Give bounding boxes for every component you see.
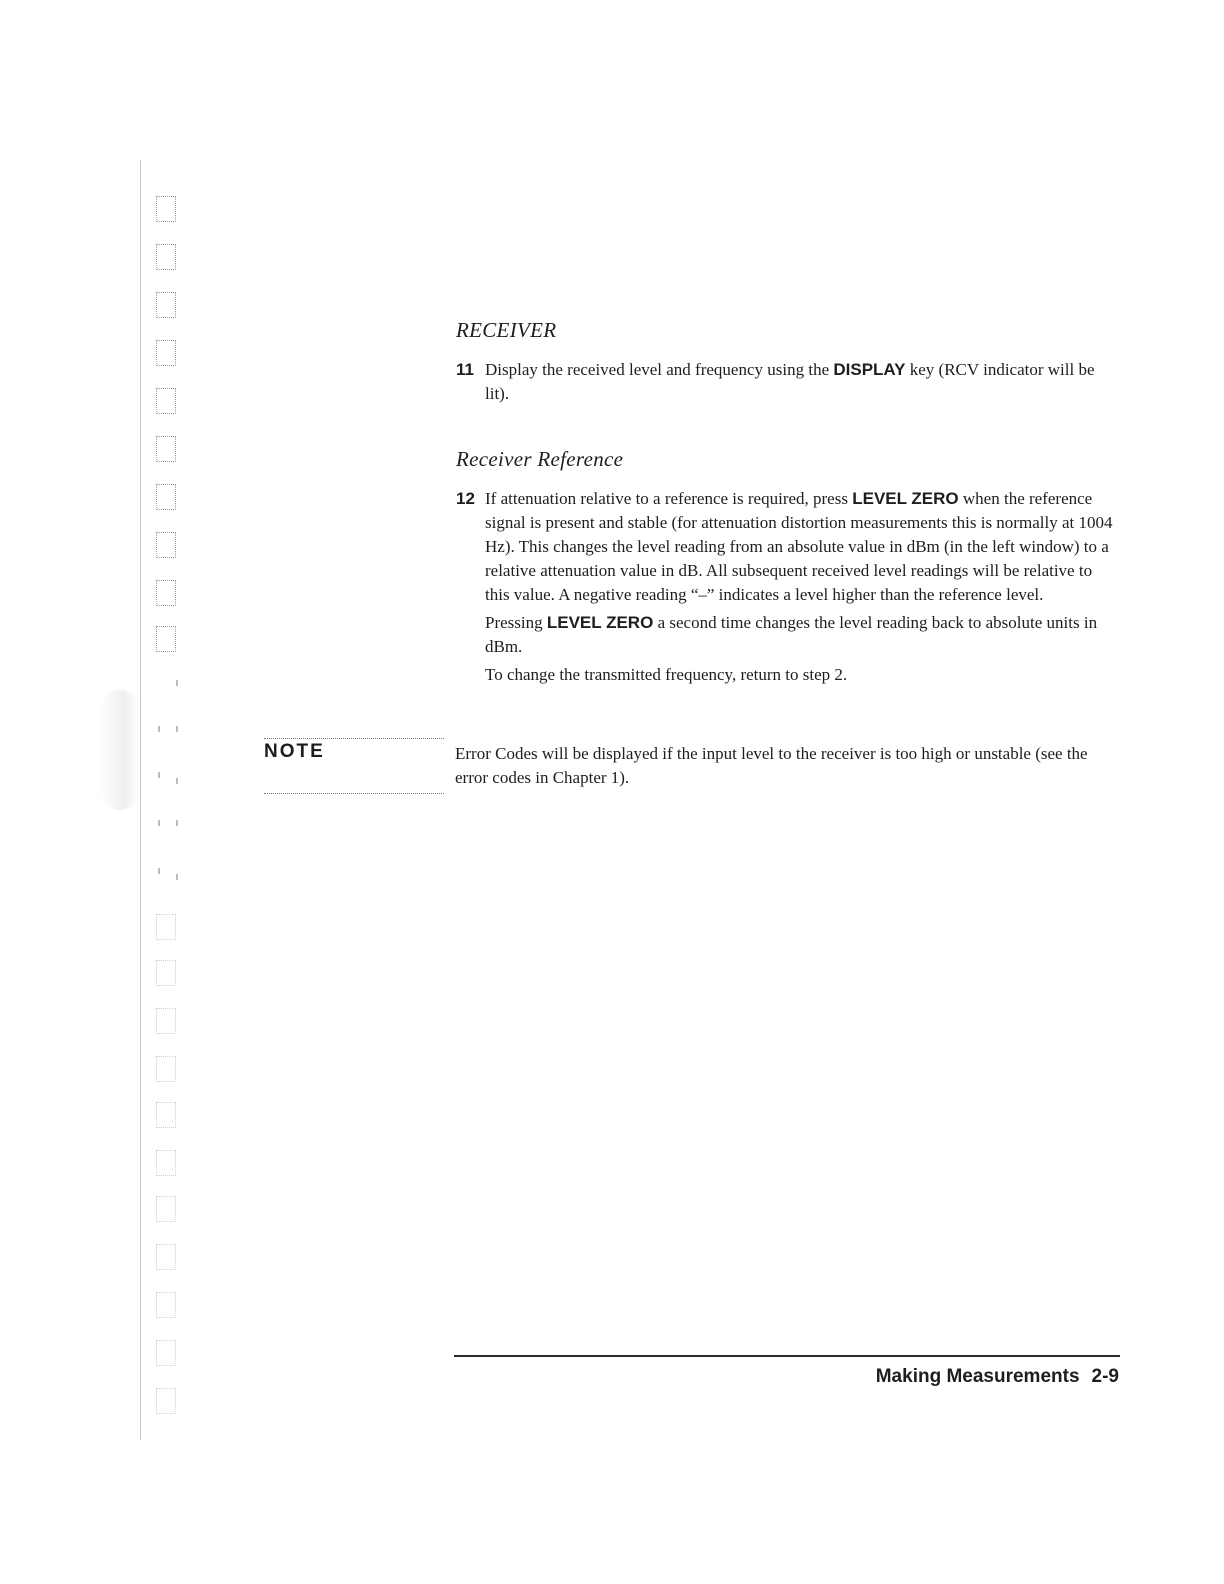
punch-hole [156,196,176,222]
step-text: Display the received level and frequency using the [485,360,834,379]
step-body [485,358,1116,406]
step-number: 11 [456,360,474,379]
punch-hole [156,532,176,558]
punch-hole [156,960,176,986]
punch-hole [156,914,176,940]
punch-hole [156,1008,176,1034]
punch-hole [156,1244,176,1270]
step-text: Pressing [485,613,547,632]
scan-speck [158,820,160,826]
punch-hole [156,244,176,270]
punch-hole [156,580,176,606]
level-zero-key-label: LEVEL ZERO [852,489,959,508]
footer-chapter-title: Making Measurements [875,1366,1080,1387]
punch-hole [156,436,176,462]
scan-speck [176,726,178,732]
scan-speck [176,778,178,784]
section-heading-receiver: RECEIVER [456,318,557,342]
note-text: Error Codes will be displayed if the input level to the receiver is too high or unstable (see the error codes in Chapter 1). [455,744,1088,787]
punch-hole [156,1196,176,1222]
punch-hole [156,484,176,510]
punch-hole [156,340,176,366]
punch-hole [156,1340,176,1366]
step-paragraph [485,611,1116,659]
step-text: when the reference signal is present and stable (for attenuation distortion measurements this is normally at 1004 Hz). This changes the level reading from an absolute value in dBm (in the left window) to a relative attenuation value in dB. All subsequent received level readings will be relative to this value. A negative reading “–” indicates a level higher than the reference level. [485,489,1113,604]
step-text: key (RCV indicator will be lit). [485,360,1095,403]
punch-hole [156,1150,176,1176]
scan-speck [176,874,178,880]
note-bottom-rule [264,793,444,794]
scan-speck [158,868,160,874]
step-11 [456,358,1116,410]
punch-hole [156,626,176,652]
section-heading-receiver-reference: Receiver Reference [456,447,624,471]
page-footer [876,1366,1119,1388]
step-paragraph [485,358,1116,406]
step-number: 12 [456,489,475,508]
punch-hole [156,388,176,414]
step-paragraph: To change the transmitted frequency, return to step 2. [485,665,848,684]
punch-hole [156,1388,176,1414]
step-paragraph [485,487,1116,607]
footer-page-number: 2-9 [1091,1366,1119,1387]
step-body [485,487,1116,687]
scan-speck [176,680,178,686]
punch-hole [156,1102,176,1128]
display-key-label: DISPLAY [833,360,906,379]
punch-hole [156,1292,176,1318]
footer-rule [454,1355,1120,1357]
scan-smudge [100,690,140,810]
scan-speck [176,820,178,826]
note-label: NOTE [264,741,325,762]
punch-hole [156,292,176,318]
step-text: If attenuation relative to a reference is required, press [485,489,853,508]
level-zero-key-label: LEVEL ZERO [546,613,654,632]
note-top-rule [264,738,444,739]
scan-speck [158,726,160,732]
binder-edge-rule [140,160,141,1440]
step-12 [456,487,1116,691]
scan-speck [158,772,160,778]
punch-hole [156,1056,176,1082]
step-text: a second time changes the level reading back to absolute units in dBm. [485,613,1098,656]
